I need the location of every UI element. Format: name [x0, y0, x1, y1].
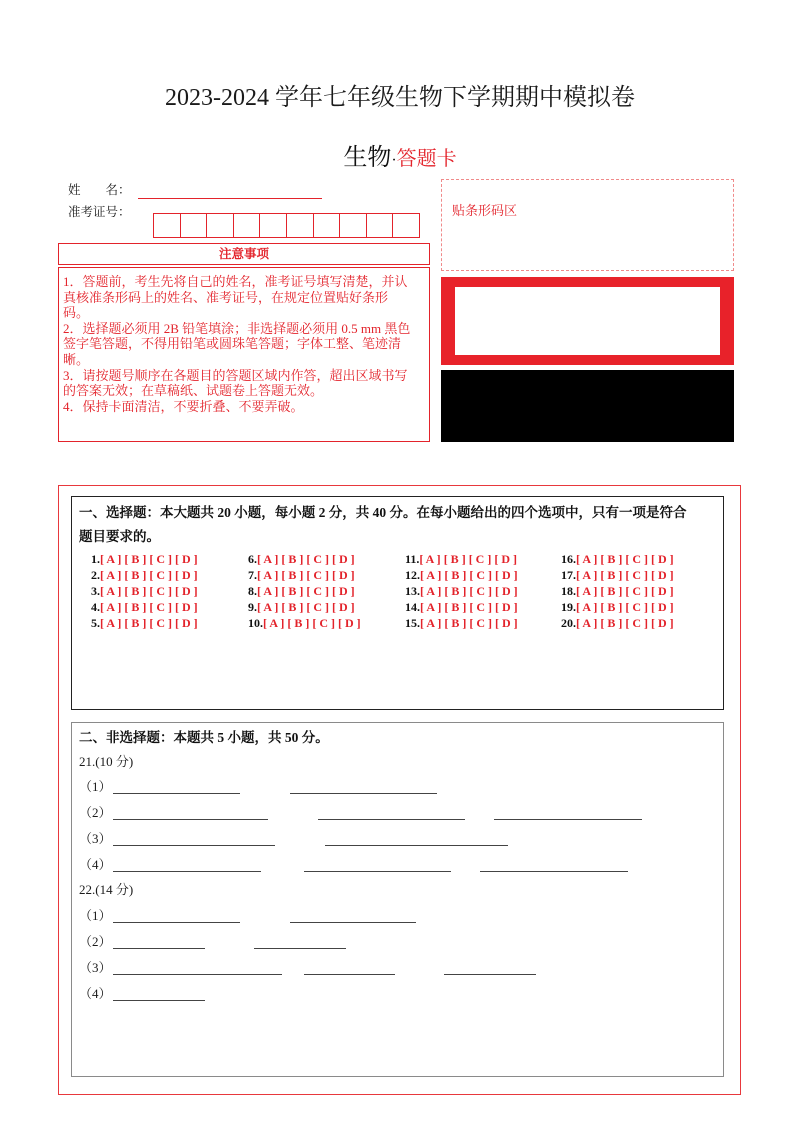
notice-line: 真核准条形码上的姓名、准考证号，在规定位置贴好条形: [63, 289, 389, 305]
choice-question-row: [91, 551, 198, 567]
answer-bubble[interactable]: [ C ]: [625, 616, 649, 630]
answer-bubble[interactable]: [ B ]: [444, 600, 467, 614]
choice-column: [248, 551, 361, 631]
answer-bubble[interactable]: [ A ]: [257, 584, 279, 598]
answer-bubble[interactable]: [ C ]: [149, 552, 173, 566]
answer-bubble[interactable]: [ D ]: [175, 568, 198, 582]
question-number: 6.: [248, 552, 257, 566]
answer-bubble[interactable]: [ A ]: [100, 584, 122, 598]
exam-number-digit-box[interactable]: [286, 214, 313, 237]
choice-question-row: [405, 551, 518, 567]
answer-bubble[interactable]: [ D ]: [175, 584, 198, 598]
answer-bubble[interactable]: [ B ]: [600, 600, 623, 614]
question-number: 18.: [561, 584, 576, 598]
answer-bubble[interactable]: [ D ]: [495, 568, 518, 582]
answer-blank[interactable]: [304, 959, 395, 975]
answer-bubble[interactable]: [ C ]: [468, 552, 492, 566]
question-number: 11.: [405, 552, 420, 566]
part-label: （2）: [79, 934, 112, 949]
question-number: 4.: [91, 600, 100, 614]
answer-bubble[interactable]: [ C ]: [306, 584, 330, 598]
exam-number-digit-box[interactable]: [180, 214, 207, 237]
question-21-label: 21.(10 分): [79, 754, 134, 769]
answer-bubble[interactable]: [ C ]: [306, 600, 330, 614]
exam-number-digit-box[interactable]: [154, 214, 180, 237]
answer-bubble[interactable]: [ C ]: [306, 552, 330, 566]
notice-heading: 注意事项: [58, 243, 430, 265]
q21-part-3-row: [72, 830, 723, 848]
choice-question-row: [91, 567, 198, 583]
answer-bubble[interactable]: [ A ]: [257, 568, 279, 582]
question-22-label: 22.(14 分): [79, 882, 134, 897]
answer-bubble[interactable]: [ B ]: [124, 584, 147, 598]
exam-number-label: 准考证号：: [68, 205, 131, 219]
answer-bubble[interactable]: [ C ]: [469, 600, 493, 614]
answer-bubble[interactable]: [ D ]: [175, 616, 198, 630]
exam-number-digit-box[interactable]: [206, 214, 233, 237]
exam-number-digit-box[interactable]: [392, 214, 419, 237]
part-label: （3）: [79, 960, 112, 975]
answer-bubble[interactable]: [ A ]: [100, 568, 122, 582]
answer-bubble[interactable]: [ A ]: [576, 600, 598, 614]
answer-bubble[interactable]: [ C ]: [149, 568, 173, 582]
question-number: 13.: [405, 584, 420, 598]
answer-card-label: 答题卡: [396, 148, 457, 170]
choice-question-row: [405, 599, 518, 615]
part-label: （4）: [79, 986, 112, 1001]
choice-question-row: [248, 551, 361, 567]
answer-bubble[interactable]: [ B ]: [287, 616, 310, 630]
answer-blank[interactable]: [254, 933, 346, 949]
answer-bubble[interactable]: [ B ]: [124, 552, 147, 566]
question-number: 20.: [561, 616, 576, 630]
answer-bubble[interactable]: [ A ]: [420, 568, 442, 582]
answer-bubble[interactable]: [ A ]: [420, 600, 442, 614]
answer-bubble[interactable]: [ A ]: [576, 584, 598, 598]
answer-blank[interactable]: [494, 804, 642, 820]
choice-question-row: [561, 551, 674, 567]
answer-bubble[interactable]: [ A ]: [576, 616, 598, 630]
question-number: 9.: [248, 600, 257, 614]
choice-column: [561, 551, 674, 631]
answer-bubble[interactable]: [ C ]: [469, 568, 493, 582]
barcode-area-label: 贴条形码区: [452, 203, 518, 218]
choice-question-row: [248, 599, 361, 615]
exam-number-digit-box[interactable]: [233, 214, 260, 237]
choice-question-row: [248, 567, 361, 583]
answer-blank[interactable]: [113, 778, 240, 794]
choice-question-row: [248, 615, 361, 631]
page-title: 2023-2024 学年七年级生物下学期期中模拟卷: [165, 85, 635, 111]
choice-question-row: [405, 583, 518, 599]
part-label: （2）: [79, 805, 112, 820]
q22-part-1-row: [72, 907, 723, 925]
answer-bubble[interactable]: [ B ]: [124, 616, 147, 630]
choice-question-row: [91, 599, 198, 615]
answer-bubble[interactable]: [ B ]: [281, 600, 304, 614]
answer-bubble[interactable]: [ D ]: [332, 600, 355, 614]
notice-line: 签字笔答题，不得用铅笔或圆珠笔答题；字体工整、笔迹清: [63, 336, 402, 352]
exam-number-digit-box[interactable]: [259, 214, 286, 237]
question-number: 1.: [91, 552, 100, 566]
absent-mark-inner: [455, 287, 720, 355]
answer-bubble[interactable]: [ B ]: [600, 616, 623, 630]
answer-blank[interactable]: [113, 907, 240, 923]
black-positioning-block: [441, 370, 734, 442]
answer-bubble[interactable]: [ D ]: [495, 616, 518, 630]
answer-blank[interactable]: [113, 959, 282, 975]
question-number: 2.: [91, 568, 100, 582]
answer-blank[interactable]: [290, 778, 437, 794]
answer-bubble[interactable]: [ D ]: [332, 552, 355, 566]
choice-question-row: [561, 599, 674, 615]
choice-section: [71, 496, 724, 710]
exam-number-digit-box[interactable]: [339, 214, 366, 237]
question-number: 3.: [91, 584, 100, 598]
notice-line: 4．保持卡面清洁，不要折叠、不要弄破。: [63, 398, 304, 414]
answer-bubble[interactable]: [ B ]: [600, 568, 623, 582]
written-section: [71, 722, 724, 1077]
subtitle-separator: ·: [391, 152, 397, 169]
answer-blank[interactable]: [113, 985, 205, 1001]
answer-bubble[interactable]: [ D ]: [651, 616, 674, 630]
answer-bubble[interactable]: [ B ]: [444, 568, 467, 582]
answer-bubble[interactable]: [ A ]: [100, 616, 122, 630]
answer-bubble[interactable]: [ B ]: [443, 552, 466, 566]
answer-bubble[interactable]: [ A ]: [419, 552, 441, 566]
answer-blank[interactable]: [113, 830, 275, 846]
answer-bubble[interactable]: [ C ]: [306, 568, 330, 582]
question-number: 12.: [405, 568, 420, 582]
choice-question-row: [91, 615, 198, 631]
answer-bubble[interactable]: [ A ]: [100, 600, 122, 614]
answer-bubble[interactable]: [ D ]: [495, 584, 518, 598]
choice-question-row: [248, 583, 361, 599]
answer-blank[interactable]: [318, 804, 465, 820]
answer-bubble[interactable]: [ C ]: [469, 616, 493, 630]
choice-column: [405, 551, 518, 631]
answer-bubble[interactable]: [ A ]: [100, 552, 122, 566]
answer-bubble[interactable]: [ A ]: [257, 552, 279, 566]
answer-bubble[interactable]: [ B ]: [281, 552, 304, 566]
question-number: 10.: [248, 616, 263, 630]
answer-bubble[interactable]: [ A ]: [420, 584, 442, 598]
answer-bubble[interactable]: [ D ]: [175, 552, 198, 566]
answer-bubble[interactable]: [ C ]: [312, 616, 336, 630]
answer-bubble[interactable]: [ B ]: [444, 616, 467, 630]
written-section-heading: 二、非选择题：本题共 5 小题，共 50 分。: [79, 730, 329, 745]
answer-bubble[interactable]: [ D ]: [332, 568, 355, 582]
answer-bubble[interactable]: [ B ]: [281, 568, 304, 582]
name-field[interactable]: [138, 186, 322, 199]
q21-part-4-row: [72, 856, 723, 874]
answer-bubble[interactable]: [ C ]: [625, 552, 649, 566]
q21-part-1-row: [72, 778, 723, 796]
answer-bubble[interactable]: [ B ]: [600, 552, 623, 566]
choice-question-row: [405, 567, 518, 583]
answer-bubble[interactable]: [ B ]: [281, 584, 304, 598]
question-number: 17.: [561, 568, 576, 582]
card-subtitle: [0, 144, 800, 175]
choice-question-row: [91, 583, 198, 599]
answer-blank[interactable]: [480, 856, 628, 872]
question-number: 14.: [405, 600, 420, 614]
answer-bubble[interactable]: [ D ]: [651, 568, 674, 582]
absent-mark-frame: [441, 277, 734, 365]
exam-number-boxes: [153, 213, 420, 238]
q22-part-3-row: [72, 959, 723, 977]
part-label: （3）: [79, 831, 112, 846]
q22-part-4-row: [72, 985, 723, 1003]
answer-blank[interactable]: [113, 856, 261, 872]
name-label: 姓 名：: [68, 183, 131, 197]
answer-bubble[interactable]: [ C ]: [149, 600, 173, 614]
answer-bubble[interactable]: [ D ]: [495, 600, 518, 614]
question-number: 19.: [561, 600, 576, 614]
answer-blank[interactable]: [113, 933, 205, 949]
answer-blank[interactable]: [444, 959, 536, 975]
answer-bubble[interactable]: [ D ]: [175, 600, 198, 614]
answer-bubble[interactable]: [ D ]: [651, 584, 674, 598]
answer-bubble[interactable]: [ D ]: [494, 552, 518, 566]
answer-bubble[interactable]: [ D ]: [338, 616, 361, 630]
subject-name: 生物: [343, 145, 392, 171]
q21-part-2-row: [72, 804, 723, 822]
answer-bubble[interactable]: [ C ]: [149, 584, 173, 598]
part-label: （4）: [79, 857, 112, 872]
notice-line: 2．选择题必须用 2B 铅笔填涂；非选择题必须用 0.5 mm 黑色: [63, 320, 411, 336]
answer-bubble[interactable]: [ C ]: [469, 584, 493, 598]
choice-question-row: [561, 567, 674, 583]
choice-section-heading: 一、选择题：本大题共 20 小题，每小题 2 分，共 40 分。在每小题给出的四个选项中，只有一项是符合: [79, 505, 687, 520]
answer-bubble[interactable]: [ B ]: [124, 568, 147, 582]
barcode-sticker-area: [441, 179, 734, 271]
q22-part-2-row: [72, 933, 723, 951]
answer-bubble[interactable]: [ C ]: [149, 616, 173, 630]
choice-question-row: [405, 615, 518, 631]
choice-column: [91, 551, 198, 631]
answer-bubble[interactable]: [ C ]: [625, 584, 649, 598]
answer-bubble[interactable]: [ C ]: [625, 600, 649, 614]
question-number: 16.: [561, 552, 576, 566]
notice-line: 码。: [63, 305, 90, 321]
exam-number-digit-box[interactable]: [366, 214, 393, 237]
choice-section-heading: 题目要求的。: [79, 529, 160, 544]
answer-blank[interactable]: [325, 830, 508, 846]
answer-bubble[interactable]: [ A ]: [420, 616, 442, 630]
notice-line: 3．请按题号顺序在各题目的答题区域内作答，超出区域书写: [63, 367, 408, 383]
question-number: 8.: [248, 584, 257, 598]
notice-line: 晰。: [63, 351, 90, 367]
answer-bubble[interactable]: [ D ]: [332, 584, 355, 598]
choice-question-row: [561, 615, 674, 631]
notice-box: [58, 267, 430, 442]
choice-question-row: [561, 583, 674, 599]
notice-line: 的答案无效；在草稿纸、试题卷上答题无效。: [63, 383, 324, 399]
answer-bubble[interactable]: [ B ]: [124, 600, 147, 614]
answer-bubble[interactable]: [ D ]: [651, 552, 674, 566]
answer-blank[interactable]: [304, 856, 451, 872]
answer-bubble[interactable]: [ A ]: [257, 600, 279, 614]
part-label: （1）: [79, 908, 112, 923]
answer-bubble[interactable]: [ A ]: [263, 616, 285, 630]
exam-number-digit-box[interactable]: [313, 214, 340, 237]
answer-bubble[interactable]: [ A ]: [576, 552, 598, 566]
question-number: 5.: [91, 616, 100, 630]
notice-line: 1．答题前，考生先将自己的姓名，准考证号填写清楚，并认: [63, 274, 408, 289]
answer-bubble[interactable]: [ A ]: [576, 568, 598, 582]
answer-bubble[interactable]: [ D ]: [651, 600, 674, 614]
question-number: 7.: [248, 568, 257, 582]
answer-bubble[interactable]: [ C ]: [625, 568, 649, 582]
answer-bubble[interactable]: [ B ]: [444, 584, 467, 598]
answer-blank[interactable]: [113, 804, 268, 820]
answer-bubble[interactable]: [ B ]: [600, 584, 623, 598]
answer-blank[interactable]: [290, 907, 416, 923]
part-label: （1）: [79, 779, 112, 794]
question-number: 15.: [405, 616, 420, 630]
